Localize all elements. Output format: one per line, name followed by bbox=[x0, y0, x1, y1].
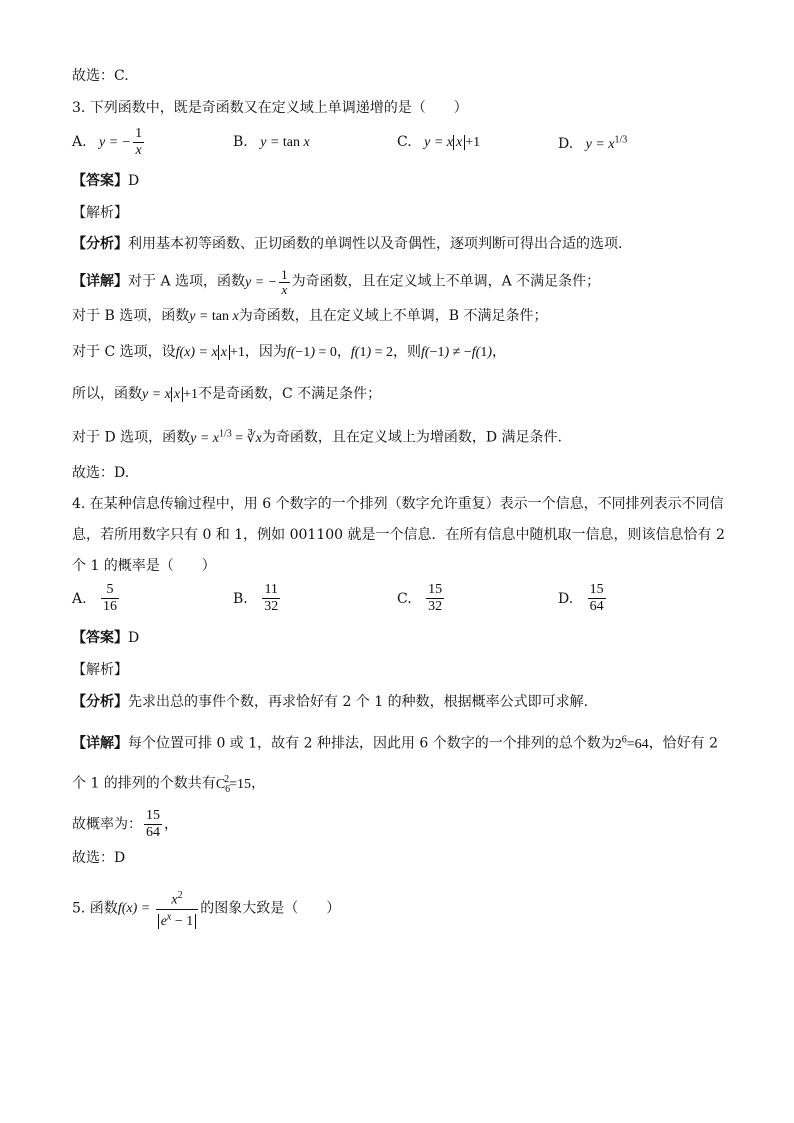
q3-c-formula-f: f(x) = x x +1 bbox=[175, 345, 245, 360]
q4-option-d: D. $\frac{15}{64}$ bbox=[558, 582, 604, 614]
q3-fenxi-tag: 【分析】 bbox=[72, 236, 128, 252]
q5-formula: f(x) = $\frac{x^2}{e^x - 1}$ bbox=[118, 901, 200, 916]
q3-option-d-label: D. bbox=[558, 135, 574, 152]
q4-xiangjie-line1: 【详解】每个位置可排 0 或 1，故有 2 种排法，因此用 6 个数字的一个排列的总个数为$2^6=64$，恰好有 2 bbox=[72, 734, 719, 752]
q3-analysis-tag: 【解析】 bbox=[72, 205, 128, 221]
q4-total-formula: $2^6=64$ bbox=[614, 734, 649, 752]
q3-answer-tag: 【答案】 bbox=[72, 173, 128, 189]
q3-answer-value: D bbox=[128, 173, 140, 189]
q3-xiangjie-d: 对于 D 选项，函数$y = x^{1/3}$ = ∛x为奇函数，且在定义域上为增函数，D 满足条件. bbox=[72, 428, 562, 446]
q3-stem: 3. 下列函数中，既是奇函数又在定义域上单调递增的是（ ） bbox=[72, 100, 468, 116]
q4-stem-line2: 息，若所用数字只有 0 和 1，例如 001100 就是一个信息．在所有信息中随机取一信息，则该信息恰有 2 bbox=[72, 527, 725, 543]
q3-answer bbox=[72, 171, 139, 191]
q3-option-d-formula: $y = x^{1/3}$ bbox=[585, 134, 628, 152]
q3-option-a bbox=[72, 126, 146, 159]
q4-xiangjie-line3: 故概率为： $\frac{15}{64}$ ， bbox=[72, 808, 178, 840]
q4-fenxi: 【分析】先求出总的事件个数，再求恰好有 2 个 1 的种数，根据概率公式即可求解. bbox=[72, 694, 589, 710]
q3-fenxi-text: 利用基本初等函数、正切函数的单调性以及奇偶性，逐项判断可得出合适的选项. bbox=[128, 236, 623, 252]
q3-option-a-label: A. bbox=[72, 133, 87, 150]
q3-option-b-formula: y = tan x bbox=[260, 135, 310, 150]
q3-a-formula: y = − $\frac{1}{x}$ bbox=[245, 267, 288, 297]
q3-option-b bbox=[233, 134, 310, 151]
q3-c2-formula: y = x x +1 bbox=[142, 387, 198, 402]
q3-option-c-formula: y = x x +1 bbox=[424, 135, 481, 150]
q4-stem-line1: 4. 在某种信息传输过程中，用 6 个数字的一个排列（数字允许重复）表示一个信息，不同排列表示不同信 bbox=[72, 496, 724, 512]
q3-option-a-formula: y = − $\frac{1}{x}$ bbox=[99, 126, 143, 158]
q3-xiangjie-b: 对于 B 选项，函数y = tan x为奇函数，且在定义域上不单调，B 不满足条件； bbox=[72, 308, 548, 324]
q3-xiangjie-c: 对于 C 选项，设f(x) = x x +1，因为f(−1) = 0，f(1) = 2，则f(−1) ≠ −f(1)， bbox=[72, 344, 506, 360]
q4-combination-formula: $C_6^2=15$ bbox=[215, 774, 252, 795]
q4-xiangjie-line2: 个 1 的排列的个数共有$C_6^2=15$， bbox=[72, 774, 266, 795]
q3-b-formula: y = tan x bbox=[189, 309, 239, 324]
q4-option-a: A. $\frac{5}{16}$ bbox=[72, 582, 118, 614]
q3-c-formula-fm1: f(−1) = 0 bbox=[286, 345, 337, 360]
q3-option-c bbox=[397, 134, 480, 151]
q3-d-formula: $y = x^{1/3}$ = ∛x bbox=[190, 428, 262, 446]
q4-stem-line3: 个 1 的概率是（ ） bbox=[72, 558, 216, 574]
q3-xiangjie-a: 【详解】对于 A 选项，函数y = − $\frac{1}{x}$ 为奇函数，且在定义域上不单调，A 不满足条件； bbox=[72, 267, 601, 297]
q3-option-d bbox=[558, 134, 627, 153]
q2-final-answer: 故选：C. bbox=[72, 68, 129, 84]
q4-option-b: B. $\frac{11}{32}$ bbox=[233, 582, 279, 614]
q5-stem: 5. 函数f(x) = $\frac{x^2}{e^x - 1}$ 的图象大致是（ ） bbox=[72, 890, 341, 930]
q3-option-b-label: B. bbox=[233, 134, 248, 150]
q3-c-formula-f1: f(1) = 2 bbox=[350, 345, 394, 360]
q3-xiangjie-tag: 【详解】 bbox=[72, 273, 128, 290]
q4-final-answer: 故选：D bbox=[72, 850, 126, 866]
q3-final-answer: 故选：D. bbox=[72, 465, 130, 481]
q3-c-formula-ineq: f(−1) ≠ −f(1) bbox=[421, 345, 492, 360]
q3-xiangjie-c2: 所以，函数y = x x +1不是奇函数，C 不满足条件； bbox=[72, 386, 382, 402]
q4-analysis-tag: 【解析】 bbox=[72, 662, 128, 678]
q4-answer: 【答案】D bbox=[72, 630, 140, 646]
q3-fenxi bbox=[72, 234, 622, 254]
q4-probability-fraction: $\frac{15}{64}$ bbox=[146, 808, 160, 840]
q3-option-c-label: C. bbox=[397, 134, 412, 150]
q4-option-c: C. $\frac{15}{32}$ bbox=[397, 582, 443, 614]
